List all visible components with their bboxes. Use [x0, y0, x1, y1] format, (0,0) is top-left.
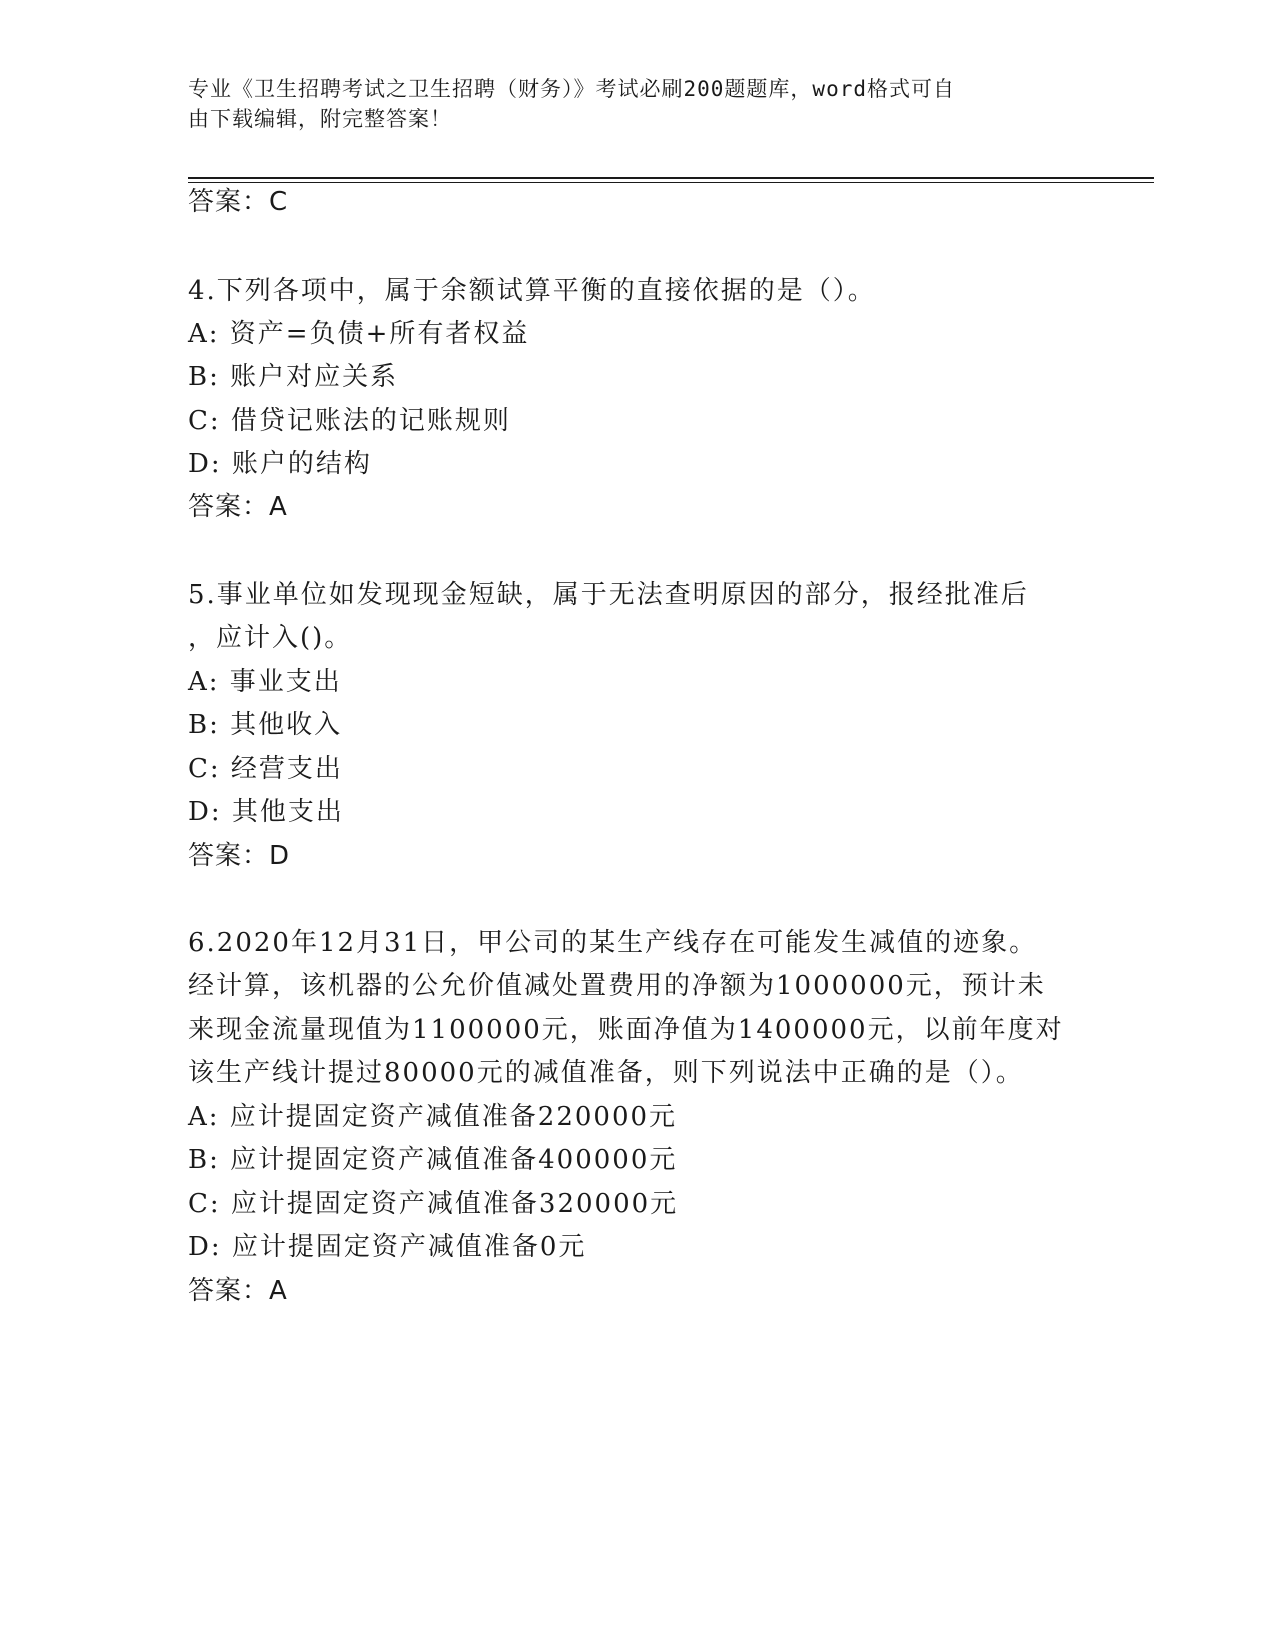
q6-option-d: D: 应计提固定资产减值准备0元 — [188, 1232, 587, 1262]
q4-answer: 答案：A — [188, 492, 288, 522]
header-line-2: 由下载编辑，附完整答案！ — [188, 107, 452, 131]
header-line-1: 专业《卫生招聘考试之卫生招聘（财务）》考试必刷200题题库，word格式可自 — [188, 77, 955, 101]
header-divider-thin — [188, 182, 1154, 183]
header-divider-thick — [188, 177, 1154, 179]
q6-stem-line-4: 该生产线计提过80000元的减值准备，则下列说法中正确的是（）。 — [188, 1058, 1024, 1088]
q4-option-d: D: 账户的结构 — [188, 449, 372, 479]
q5-stem-line-1: 5.事业单位如发现现金短缺，属于无法查明原因的部分，报经批准后 — [188, 580, 1029, 610]
q5-answer: 答案：D — [188, 841, 291, 871]
q5-option-a: A: 事业支出 — [188, 667, 342, 697]
previous-answer: 答案：C — [188, 187, 289, 217]
q6-stem-line-3: 来现金流量现值为1100000元，账面净值为1400000元，以前年度对 — [188, 1015, 1064, 1045]
q6-answer: 答案：A — [188, 1276, 288, 1306]
q4-option-a: A: 资产=负债+所有者权益 — [188, 319, 530, 349]
q6-option-c: C: 应计提固定资产减值准备320000元 — [188, 1189, 679, 1219]
q5-option-b: B: 其他收入 — [188, 710, 343, 740]
q6-stem-line-2: 经计算，该机器的公允价值减处置费用的净额为1000000元，预计未 — [188, 971, 1046, 1001]
q5-stem-line-2: ，应计入()。 — [188, 623, 353, 653]
q4-option-b: B: 账户对应关系 — [188, 362, 399, 392]
q5-option-c: C: 经营支出 — [188, 754, 343, 784]
q4-stem: 4.下列各项中，属于余额试算平衡的直接依据的是（）。 — [188, 276, 876, 306]
q4-option-c: C: 借贷记账法的记账规则 — [188, 406, 511, 436]
q6-option-a: A: 应计提固定资产减值准备220000元 — [188, 1102, 678, 1132]
q6-option-b: B: 应计提固定资产减值准备400000元 — [188, 1145, 678, 1175]
q6-stem-line-1: 6.2020年12月31日，甲公司的某生产线存在可能发生减值的迹象。 — [188, 928, 1038, 958]
document-header — [188, 74, 1068, 134]
q5-option-d: D: 其他支出 — [188, 797, 344, 827]
